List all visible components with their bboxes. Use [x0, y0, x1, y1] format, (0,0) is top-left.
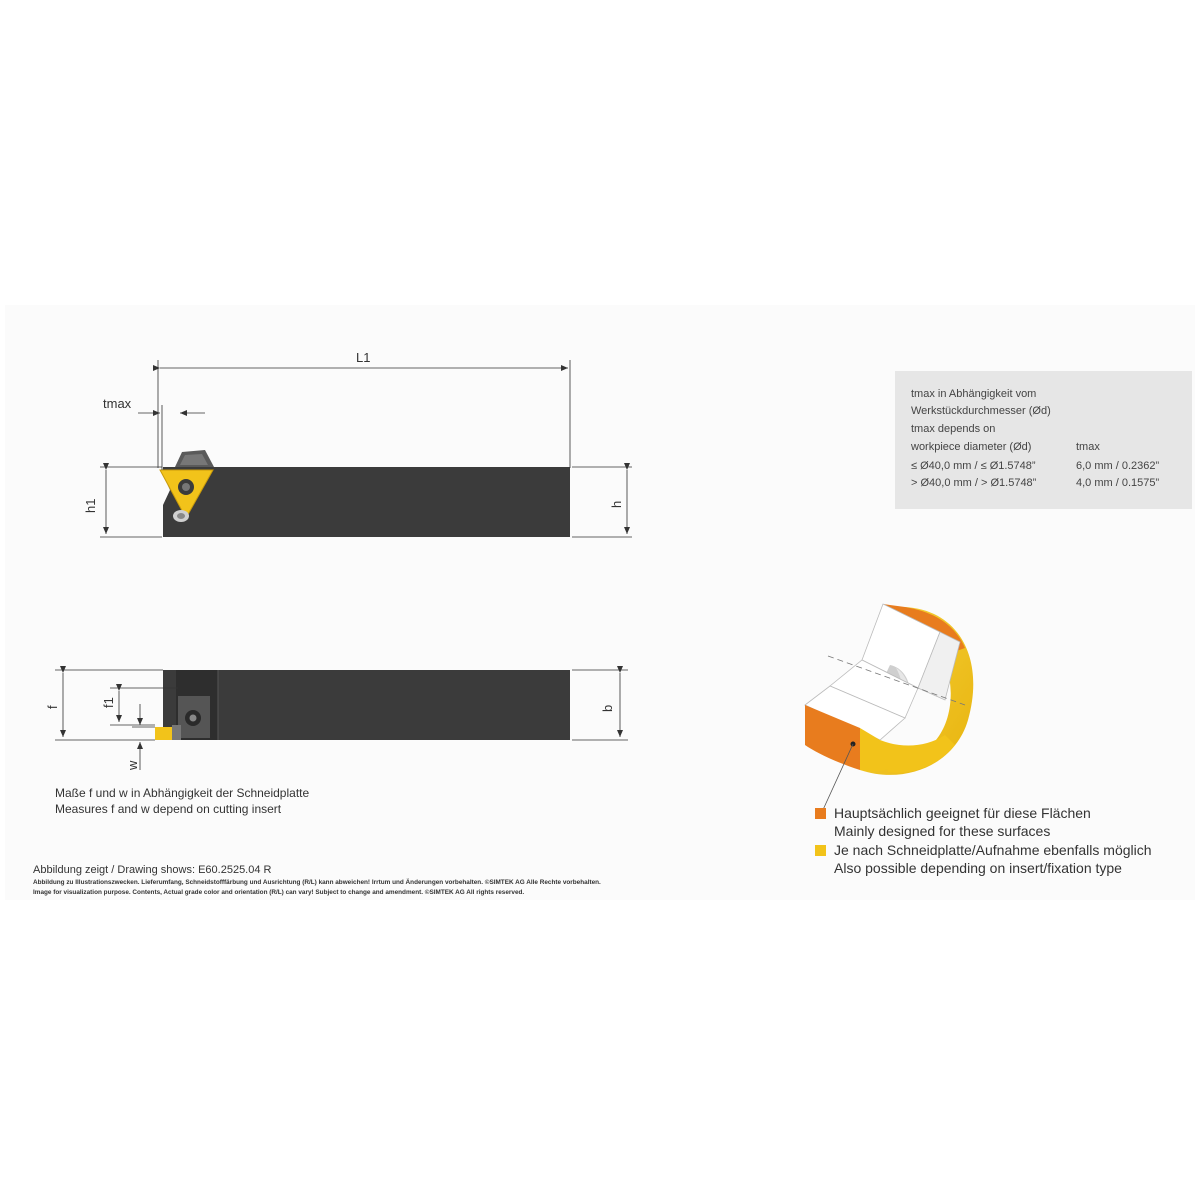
legend-yellow-swatch	[815, 845, 826, 856]
legend-also-en: Also possible depending on insert/fixation type	[834, 860, 1122, 876]
label-w: w	[125, 760, 140, 770]
label-tmax: tmax	[103, 396, 132, 411]
drawing-shows: Abbildung zeigt / Drawing shows: E60.2525.04 R	[33, 864, 272, 876]
side-view	[160, 450, 570, 537]
holder-side	[163, 467, 570, 537]
tmax-head-en-1: tmax depends on	[911, 423, 996, 435]
dim-h	[572, 467, 632, 537]
tmax-head-en-2: workpiece diameter (Ød)	[911, 441, 1032, 453]
tmax-row-2-diameter: > Ø40,0 mm / > Ø1.5748”	[911, 477, 1037, 489]
dim-b	[572, 670, 628, 740]
tmax-col-header: tmax	[1076, 441, 1100, 453]
tmax-head-de-1: tmax in Abhängigkeit vom	[911, 388, 1037, 400]
note-en: Measures f and w depend on cutting insert	[55, 802, 282, 816]
label-h: h	[609, 500, 624, 508]
disclaimer-en: Image for visualization purpose. Contents, Actual grade color and orientation (R/L) can vary! Subject to change and amendment. ©SIMTEK AG All rights reserved.	[33, 889, 525, 896]
tmax-row-1-value: 6,0 mm / 0.2362”	[1076, 460, 1160, 472]
legend-main-de: Hauptsächlich geeignet für diese Flächen	[834, 805, 1091, 821]
label-f1: f1	[101, 697, 116, 708]
legend-main-en: Mainly designed for these surfaces	[834, 823, 1051, 839]
workpiece-illustration	[805, 604, 973, 812]
note-de: Maße f und w in Abhängigkeit der Schneidplatte	[55, 786, 310, 800]
dim-h1	[83, 467, 162, 537]
holder-top	[163, 670, 570, 740]
tmax-row-1-diameter: ≤ Ø40,0 mm / ≤ Ø1.5748”	[911, 460, 1036, 472]
legend-also-de: Je nach Schneidplatte/Aufnahme ebenfalls möglich	[834, 842, 1152, 858]
label-b: b	[600, 704, 615, 712]
tmax-table	[895, 371, 1192, 509]
insert-top	[155, 727, 174, 740]
tmax-row-2-value: 4,0 mm / 0.1575”	[1076, 477, 1160, 489]
dim-w	[125, 704, 155, 771]
label-h1: h1	[83, 498, 98, 513]
top-view	[155, 670, 570, 740]
disclaimer-de: Abbildung zu Illustrationszwecken. Lieferumfang, Schneidstofffärbung und Ausrichtung (R/L) kann abweichen! Irrtum und Änderungen vorbehalten. ©SIMTEK AG Alle Rechte vorbehalten.	[33, 879, 601, 886]
label-f: f	[45, 705, 60, 709]
tmax-head-de-2: Werkstückdurchmesser (Ød)	[911, 405, 1051, 417]
dim-L1	[158, 350, 570, 468]
legend-orange-swatch	[815, 808, 826, 819]
label-L1: L1	[356, 350, 371, 365]
